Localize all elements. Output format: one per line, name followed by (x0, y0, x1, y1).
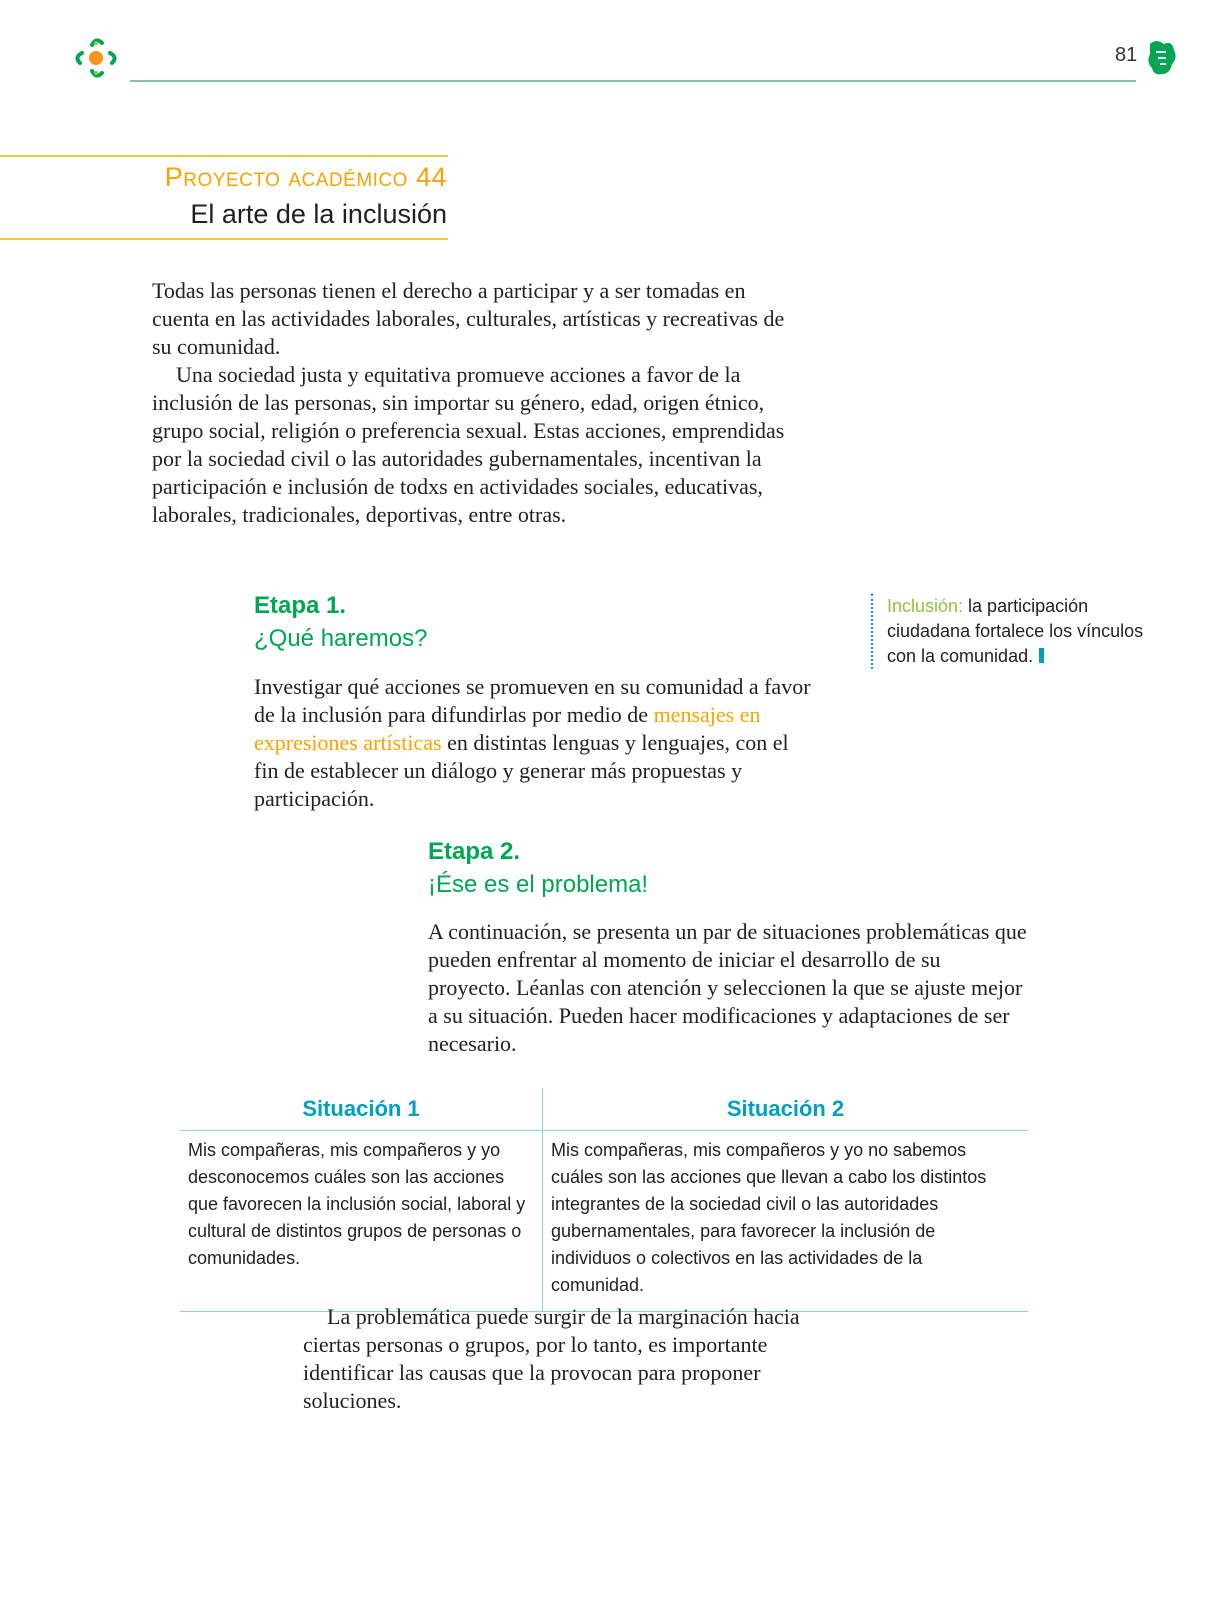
stage1-text-after: en distintas lenguas y lenguajes, con el fin de establecer un diálogo y generar más propuestas y participación. (254, 730, 789, 811)
stage2-number: Etapa 2. (428, 838, 521, 865)
stage1-number: Etapa 1. (254, 592, 347, 619)
situations-table (180, 1088, 1028, 1312)
stage1-title: ¿Qué haremos? (254, 625, 428, 652)
stage2-title: ¡Ése es el problema! (428, 871, 649, 898)
table-row (180, 1131, 1028, 1312)
glossary-definition: la participación ciudadana fortalece los vínculos con la comunidad. (887, 596, 1144, 666)
situation-1-header: Situación 1 (180, 1088, 543, 1131)
intro-paragraph-1: Todas las personas tienen el derecho a participar y a ser tomadas en cuenta en las actividades laborales, culturales, artísticas y recreativas de su comunidad. (152, 278, 785, 359)
stage1-text-before: Investigar qué acciones se promueven en su comunidad a favor de la inclusión para difundirlas por medio de (254, 674, 811, 727)
intro-paragraph-2: Una sociedad justa y equitativa promueve acciones a favor de la inclusión de las personas, sin importar su género, edad, origen étnico, grupo social, religión o preferencia sexual. Estas acciones, emprendidas por la sociedad civil o las autoridades gubernamentales, incentivan la participación e inclusión de todxs en actividades sociales, educativas, laborales, tradicionales, deportivas, entre otras. (152, 362, 785, 527)
page-number: 81 (1115, 44, 1138, 66)
intro-text (152, 277, 792, 529)
table-header-row (180, 1088, 1028, 1131)
stage1-text (254, 673, 814, 813)
situation-2-text: Mis compañeras, mis compañeros y yo no sabemos cuáles son las acciones que llevan a cabo los distintos integrantes de la sociedad civil o las autoridades gubernamentales, para favorecer la inclusión de individuos o colectivos en las actividades de la comunidad. (543, 1131, 1029, 1312)
project-title: El arte de la inclusión (190, 199, 447, 229)
closing-paragraph: La problemática puede surgir de la marginación hacia ciertas personas o grupos, por lo tanto, es importante identificar las causas que la provocan para proponer soluciones. (303, 1304, 800, 1413)
glossary-note (871, 594, 1157, 669)
header-rule (130, 80, 1136, 82)
title-rule-top (0, 155, 448, 157)
glossary-term: Inclusión: (887, 596, 964, 616)
project-label: Proyecto académico 44 (164, 162, 447, 192)
title-rule-bottom (0, 238, 448, 240)
flower-logo-icon (72, 33, 124, 85)
stage1-highlight: mensajes en expresiones artísticas (254, 702, 761, 755)
glossary-end-mark (1039, 648, 1044, 663)
glyph-decoration-icon (1146, 38, 1178, 76)
stage2-text: A continuación, se presenta un par de situaciones problemáticas que pueden enfrentar al momento de iniciar el desarrollo de su proyecto. Léanlas con atención y seleccionen la que se ajuste mejor a su situación. Pueden hacer modificaciones y adaptaciones de ser necesario. (428, 919, 1027, 1056)
situation-2-header: Situación 2 (543, 1088, 1029, 1131)
situation-1-text: Mis compañeras, mis compañeros y yo desconocemos cuáles son las acciones que favorecen la inclusión social, laboral y cultural de distintos grupos de personas o comunidades. (180, 1131, 543, 1312)
